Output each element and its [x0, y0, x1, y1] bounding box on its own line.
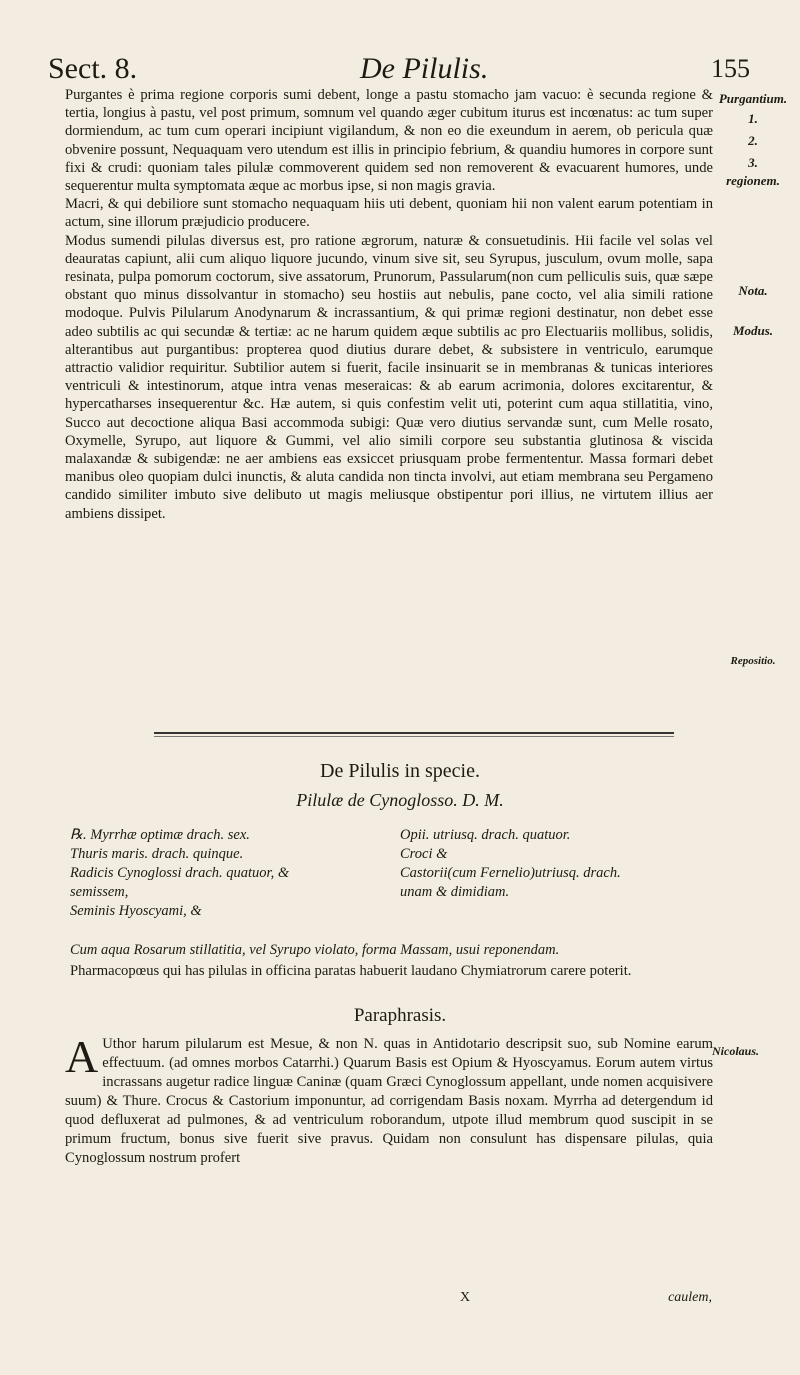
paragraph-modus: Modus sumendi pilulas diversus est, pro ratione ægrorum, naturæ & consuetudinis. Hii facile vel solas vel deauratas capiunt, alii cum aliquo liquore jucundo, vinum sive sit, seu Syrupus, jusculum, ovum molle, sapa resinata, pulpa pomorum coctorum, sive assatorum, Prunorum, Passularum(non cum pelliculis suis, quæ sæpe obstant quo minus dissolvantur in stomacho) seu hostiis aut nebulis, pane cocto, vel alia simili ratione modoque. Pulvis Pilularum Anodynarum & incrassantium, & qui primæ regioni destinatur, non debet esse adeo subtilis ac qui secundæ & tertiæ: ac ne harum quidem æque subtilis ac pro Electuariis mollibus, solidis, alterantibus aut purgantibus: propterea quod diutius durare debet, & subsistere in ventriculo, earumque attractio validior requiritur. Subtilior autem si fuerit, facile insinuarit se in membranas & tunicas interiores ventriculi & intestinorum, atque intra venas meseraicas: & ab earum acrimonia, dolores excitarentur, & hypercatharses insequerentur &c. Hæ autem, si quis confestim velit uti, poterint cum aqua stillatitia, vino, Succo aut decoctione aliqua Basi accommoda subigi: Quæ vero diutius servandæ sunt, cum Melle rosato, Oxymelle, Syrupo, aut liquore & Gummi, vel alio simili corpore seu substantia glutinosa & viscida malaxandæ & subigendæ: ne aer ambiens eas exsiccet priusquam probe fermententur. Massa formari debet manibus oleo quopiam dulci inunctis, & aluta candida non tincta involvi, aut etiam membrana seu Pergameno candido similiter imbuto sive delibuto ut magis meliusque obstipentur pori illius, ne virtutem illius aer ambiens dissipet. — [65, 232, 713, 522]
margin-note-modus: Modus. — [732, 323, 774, 338]
paraphrase-body: Uthor harum pilularum est Mesue, & non N. quas in Antidotario descripsit suo, sub Nomine earum effectuum. (ad omnes morbos Catarrhi.) Quarum Basis est Opium & Hyoscyamus. Eorum autem virtus incrassans augetur radice linguæ Caninæ (quam Græci Cynoglossum appellant, unde nomen acquisivere suum) & Thure. Crocus & Castorium imponuntur, ad corrigendam Basis noxam. Myrrha ad detergendum id quod defluxerat ad pulmones, & ad ventriculum roborandum, utpote illud membrum quod suscipit in se primum fructum, bonus sive fuerit sive pravus. Quidam non consulunt has dispensare pilulas, quia Cynoglossum nostrum profert — [65, 1036, 713, 1166]
paraphrase-title: Paraphrasis. — [353, 1005, 447, 1026]
margin-note-nota: Nota. — [738, 283, 768, 298]
recipe-line: Radicis Cynoglossi drach. quatuor, & — [70, 865, 290, 881]
main-text — [65, 86, 713, 523]
section-number: Sect. 8. — [48, 52, 138, 85]
signature-mark: X — [460, 1290, 471, 1305]
paragraph-macri: Macri, & qui debiliore sunt stomacho nequaquam hiis uti debent, quoniam hii non valent earum potentiam in actum, sine illorum præjudicio producere. — [65, 196, 713, 231]
margin-note-nicolaus: Nicolaus. — [712, 1044, 760, 1058]
paraphrase-text — [65, 1031, 713, 1168]
drop-cap: A — [65, 1031, 99, 1082]
margin-note-3: 3. — [748, 155, 758, 170]
recipe-line: Castorii(cum Fernelio)utriusq. drach. — [400, 865, 621, 881]
margin-note-repositio: Repositio. — [730, 655, 776, 667]
directions: Cum aqua Rosarum stillatitia, vel Syrupo violato, forma Massam, usui reponendam. — [70, 942, 560, 958]
recipe-line: Opii. utriusq. drach. quatuor. — [400, 827, 571, 843]
pharmacopoeus-note: Pharmacopœus qui has pilulas in officina paratas habuerit laudano Chymiatrorum carere poterit. — [70, 963, 632, 979]
catchword: caulem, — [668, 1290, 712, 1305]
margin-note-purgantium: Purgantium. — [718, 91, 788, 106]
page-number: 155 — [711, 54, 750, 83]
margin-note-1: 1. — [748, 111, 758, 126]
recipe-line: Croci & — [400, 846, 448, 862]
subtitle-text: Pilulæ de Cynoglosso. D. M. — [296, 790, 504, 810]
recipe-line: Seminis Hyoscyami, & — [70, 903, 202, 919]
recipe-line: ℞. Myrrhæ optimæ drach. sex. — [70, 827, 250, 843]
running-title: De Pilulis. — [360, 52, 489, 85]
divider-rule — [154, 732, 674, 734]
recipe-line: semissem, — [70, 884, 129, 900]
divider-rule-thin — [154, 736, 674, 737]
paragraph-purgantes: Purgantes è prima regione corporis sumi debent, longe a pastu stomacho jam vacuo: è secunda regione & tertia, longius à pastu, vel post primum, somnum vel quando æger cubitum iturus est incœnatus: ac tum super dormiendum, ac tum cum operari incipiunt vigilandum, & non eo die exeundum in aerem, ob pericula quæ obvenire possunt, Nequaquam vero utendum est illis in principio febrium, & quandiu humores in corpore sunt fixi & crudi: quoniam tales pilulæ commoverent quidem sed non removerent & evacuarent humores, unde sequerentur multa symptomata æque ac morbus ipse, si non magis gravia. — [65, 87, 713, 195]
recipe-right-column — [400, 826, 720, 902]
recipe-left-column — [70, 826, 390, 921]
recipe-line: unam & dimidiam. — [400, 884, 510, 900]
margin-note-2: 2. — [748, 133, 758, 148]
subtitle — [0, 790, 800, 811]
section-title: De Pilulis in specie. — [320, 760, 480, 782]
recipe-line: Thuris maris. drach. quinque. — [70, 846, 244, 862]
margin-note-regionem: regionem. — [726, 173, 780, 188]
